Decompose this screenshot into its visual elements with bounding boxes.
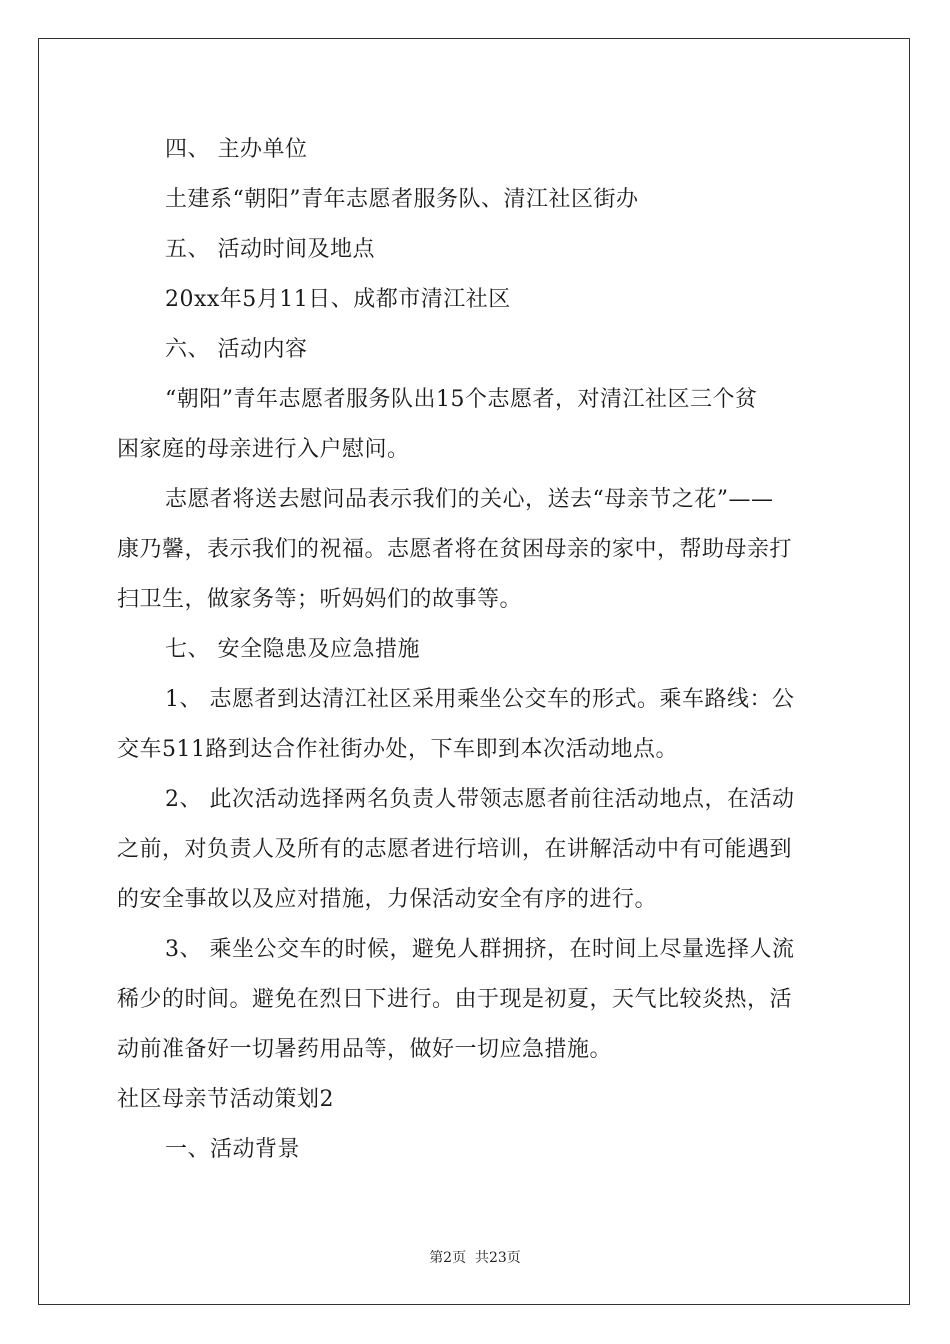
list-item-line: 交车511路到达合作社街办处，下车即到本次活动地点。 <box>117 737 678 762</box>
list-item-line: 3、 乘坐公交车的时候，避免人群拥挤，在时间上尽量选择人流 <box>165 937 795 962</box>
page-footer <box>0 1248 950 1268</box>
paragraph-line: 扫卫生，做家务等；听妈妈们的故事等。 <box>117 587 523 612</box>
paragraph-line: 志愿者将送去慰问品表示我们的关心，送去“母亲节之花”—— <box>165 487 774 512</box>
section-heading-4: 四、 主办单位 <box>165 137 308 162</box>
section-heading-1: 一、活动背景 <box>165 1137 301 1162</box>
list-item-line: 之前，对负责人及所有的志愿者进行培训，在讲解活动中有可能遇到 <box>117 837 793 862</box>
paragraph-line: “朝阳”青年志愿者服务队出15个志愿者，对清江社区三个贫 <box>165 387 758 412</box>
page-number: 第2页 共23页 <box>429 1250 521 1266</box>
section-heading-5: 五、 活动时间及地点 <box>165 237 375 262</box>
paragraph-line: 困家庭的母亲进行入户慰问。 <box>117 437 410 462</box>
list-item-line: 1、 志愿者到达清江社区采用乘坐公交车的形式。乘车路线：公 <box>165 687 795 712</box>
paragraph-line: 20xx年5月11日、成都市清江社区 <box>165 287 511 312</box>
section-heading-6: 六、 活动内容 <box>165 337 308 362</box>
list-item-line: 稀少的时间。避免在烈日下进行。由于现是初夏，天气比较炎热，活 <box>117 987 793 1012</box>
section-heading-7: 七、 安全隐患及应急措施 <box>165 637 420 662</box>
list-item-line: 动前准备好一切暑药用品等，做好一切应急措施。 <box>117 1037 613 1062</box>
paragraph-line: 康乃馨，表示我们的祝福。志愿者将在贫困母亲的家中，帮助母亲打 <box>117 537 793 562</box>
list-item-line: 2、 此次活动选择两名负责人带领志愿者前往活动地点，在活动 <box>165 787 795 812</box>
document-title: 社区母亲节活动策划2 <box>117 1087 334 1112</box>
list-item-line: 的安全事故以及应对措施，力保活动安全有序的进行。 <box>117 887 658 912</box>
paragraph-line: 土建系“朝阳”青年志愿者服务队、清江社区街办 <box>165 187 639 212</box>
